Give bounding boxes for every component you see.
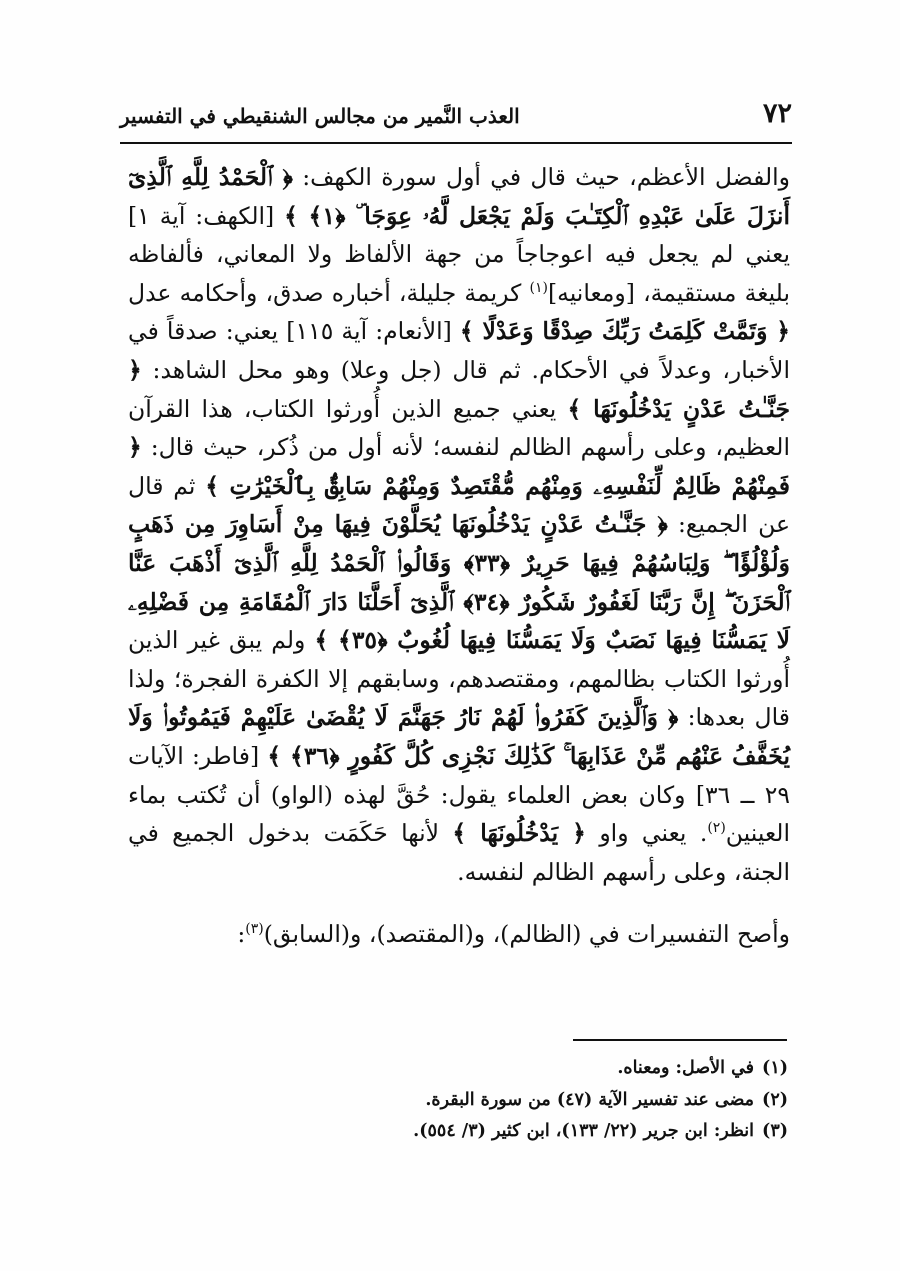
- text-segment: وأصح التفسيرات في (الظالم)، و(المقتصد)، و(السابق): [263, 920, 790, 949]
- text-segment: لأنها حَكَمَت بدخول الجميع في الجنة، وعلى رأسهم الظالم لنفسه.: [128, 819, 790, 886]
- text-segment: . يعني واو: [599, 819, 708, 848]
- text-segment: يعني جميع الذين أُورثوا الكتاب، هذا القرآن العظيم، وعلى رأسهم الظالم لنفسه؛ لأنه أول من ذُكر، حيث قال:: [128, 394, 790, 462]
- text-segment: والفضل الأعظم، حيث قال في أول سورة الكهف:: [302, 163, 790, 191]
- header-rule: [120, 142, 792, 144]
- text-segment: [الكهف: آية ١] يعني لم يجعل فيه اعوجاجاً من جهة الألفاظ ولا المعاني، فألفاظه بليغة مستقيمة، [ومعانيه]: [128, 201, 791, 307]
- paragraph-1: [128, 158, 790, 891]
- footnote-ref-1[interactable]: (١): [529, 279, 548, 296]
- main-text: [128, 158, 790, 954]
- paragraph-2: [128, 915, 790, 954]
- text-segment: [الأنعام: آية ١١٥] يعني: صدقاً في الأخبار، وعدلاً في الأحكام. ثم قال (جل وعلا) وهو محل الشاهد:: [128, 317, 790, 384]
- footnote-text: في الأصل: ومعناه.: [617, 1058, 755, 1078]
- text-segment: :: [237, 920, 246, 949]
- footnote-text: مضى عند تفسير الآية (٤٧) من سورة البقرة.: [425, 1089, 755, 1110]
- quran-quote: ﴿ يَدْخُلُونَهَا ﴾: [452, 819, 586, 848]
- quran-quote: ﴿ ٱلْحَمْدُ لِلَّهِ ٱلَّذِىٓ أَنزَلَ عَلَىٰ عَبْدِهِ ٱلْكِتَـٰبَ وَلَمْ يَجْعَل لَّهُۥ عِوَجَا ۜ ﴿١﴾ ﴾: [128, 163, 790, 230]
- footnotes: [128, 1053, 788, 1148]
- quran-quote: ﴿ جَنَّـٰتُ عَدْنٍ يَدْخُلُونَهَا يُحَلَّوْنَ فِيهَا مِنْ أَسَاوِرَ مِن ذَهَبٍ وَلُؤْلُؤًا ۖ وَلِبَاسُهُمْ فِيهَا حَرِيرٌ ﴿٣٣﴾ وَقَالُوا۟ ٱلْحَمْدُ لِلَّهِ ٱلَّذِىٓ أَذْهَبَ عَنَّا ٱلْحَزَنَ ۖ إِنَّ رَبَّنَا لَغَفُورٌ شَكُورٌ ﴿٣٤﴾ ٱلَّذِىٓ أَحَلَّنَا دَارَ ٱلْمُقَامَةِ مِن فَضْلِهِۦ لَا يَمَسُّنَا فِيهَا نَصَبٌ وَلَا يَمَسُّنَا فِيهَا لُغُوبٌ ﴿٣٥﴾ ﴾: [128, 510, 790, 655]
- footnote-1: [128, 1053, 788, 1085]
- footnote-number: (٢): [762, 1089, 788, 1110]
- page-number: ٧٢: [762, 98, 792, 129]
- footnote-separator: [573, 1039, 787, 1041]
- footnote-number: (٣): [762, 1121, 788, 1141]
- footnote-ref-2[interactable]: (٢): [707, 820, 726, 837]
- text-segment: كريمة جليلة، أخباره صدق، وأحكامه عدل: [128, 278, 522, 307]
- footnote-3: [128, 1116, 788, 1148]
- footnote-number: (١): [762, 1058, 788, 1078]
- quran-quote: ﴿ وَتَمَّتْ كَلِمَتُ رَبِّكَ صِدْقًا وَعَدْلًا ﴾: [459, 317, 790, 346]
- quran-quote: ﴿ وَٱلَّذِينَ كَفَرُوا۟ لَهُمْ نَارُ جَهَنَّمَ لَا يُقْضَىٰ عَلَيْهِمْ فَيَمُوتُوا۟ وَلَا يُخَفَّفُ عَنْهُم مِّنْ عَذَابِهَا ۚ كَذَٰلِكَ نَجْزِى كُلَّ كَفُورٍ ﴿٣٦﴾ ﴾: [128, 703, 790, 770]
- text-segment: ثم قال عن الجميع:: [128, 471, 790, 539]
- text-segment: ولم يبق غير الذين أُورثوا الكتاب بظالمهم، ومقتصدهم، وسابقهم إلا الكفرة الفجرة؛ ولذا قال بعدها:: [128, 626, 790, 732]
- quran-quote: ﴿ جَنَّـٰتُ عَدْنٍ يَدْخُلُونَهَا ﴾: [128, 355, 790, 423]
- footnote-2: [128, 1085, 788, 1117]
- page-header: [120, 96, 792, 136]
- footnote-text: انظر: ابن جرير (٢٢/ ١٣٣)، ابن كثير (٣/ ٥٥٤).: [413, 1121, 755, 1141]
- running-title: العذب النَّمير من مجالس الشنقيطي في التفسير: [120, 104, 520, 128]
- text-segment: [فاطر: الآيات ٢٩ ــ ٣٦] وكان بعض العلماء يقول: حُقَّ لهذه (الواو) أن تُكتب بماء العينين: [128, 741, 790, 848]
- quran-quote: ﴿ فَمِنْهُمْ ظَالِمٌ لِّنَفْسِهِۦ وَمِنْهُم مُّقْتَصِدٌ وَمِنْهُمْ سَابِقٌۢ بِٱلْخَيْرَٰتِ ﴾: [128, 433, 790, 500]
- footnote-ref-3[interactable]: (٣): [245, 921, 264, 938]
